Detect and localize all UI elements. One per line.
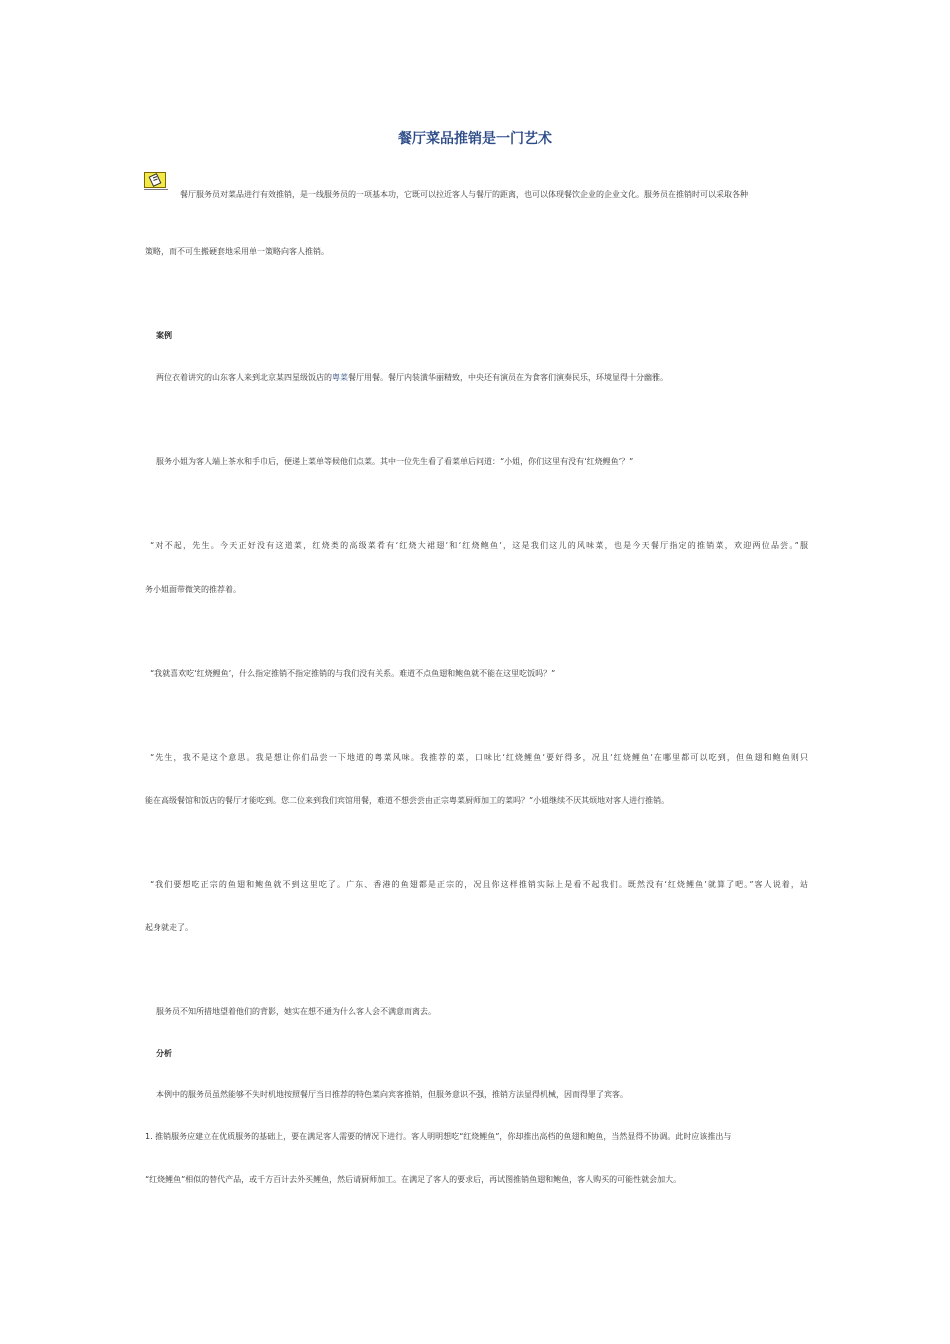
paragraph-2: 服务小姐为客人端上茶水和手巾后，便递上菜单等候他们点菜。其中一位先生看了看菜单后问道：“小姐，你们这里有没有‘红烧鲤鱼’？”	[156, 457, 634, 466]
analysis-heading: 分析	[156, 1049, 172, 1058]
paragraph-9-text: . 推销服务应建立在优质服务的基础上，要在满足客人需要的情况下进行。客人明明想吃“红烧鲤鱼”，你却推出高档的鱼翅和鲍鱼，当然显得不协调。此时应该推出与	[150, 1132, 732, 1141]
paragraph-7: 服务员不知所措地望着他们的背影，她实在想不通为什么客人会不满意而离去。	[156, 1007, 436, 1016]
paragraph-9-line-2: “红烧鲤鱼”相似的替代产品，或千方百计去外买鲤鱼，然后请厨师加工。在满足了客人的要求后，再试图推销鱼翅和鲍鱼，客人购买的可能性就会加大。	[145, 1175, 682, 1184]
paragraph-3-line-2: 务小姐面带微笑的推荐着。	[145, 585, 241, 594]
paragraph-3-line-1: “对不起，先生。今天正好没有这道菜，红烧类的高级菜肴有‘红烧大裙翅’和‘红烧鲍鱼’，这是我们这儿的风味菜，也是今天餐厅指定的推销菜，欢迎两位品尝。”服	[150, 541, 808, 550]
case-heading: 案例	[156, 331, 172, 340]
paragraph-9-line-1	[145, 1132, 808, 1142]
icon-underline	[144, 189, 168, 190]
paragraph-8: 本例中的服务员虽然能够不失时机地按照餐厅当日推荐的特色菜向宾客推销，但服务意识不强，推销方法显得机械，因而得罪了宾客。	[156, 1090, 628, 1099]
intro-line-1: 餐厅服务员对菜品进行有效推销，是一线服务员的一项基本功，它既可以拉近客人与餐厅的距离，也可以体现餐饮企业的企业文化。服务员在推销时可以采取各种	[180, 190, 748, 199]
paragraph-6-line-1: “我们要想吃正宗的鱼翅和鲍鱼就不到这里吃了。广东、香港的鱼翅都是正宗的，况且你这样推销实际上是看不起我们。既然没有‘红烧鲤鱼’就算了吧。”客人说着，站	[150, 880, 808, 889]
intro-line-2: 策略，而不可生搬硬套地采用单一策略向客人推销。	[145, 247, 329, 256]
paragraph-6-line-2: 起身就走了。	[145, 923, 193, 932]
paragraph-4: “我就喜欢吃‘红烧鲤鱼’，什么指定推销不指定推销的与我们没有关系。难道不点鱼翅和鲍鱼就不能在这里吃饭吗？”	[150, 669, 556, 678]
paragraph-1-text-end: 餐厅用餐。餐厅内装潢华丽精致，中央还有演员在为食客们演奏民乐，环境显得十分幽雅。	[348, 373, 668, 382]
page-title: 餐厅菜品推销是一门艺术	[398, 131, 552, 147]
list-number: 1	[145, 1132, 151, 1141]
document-icon	[144, 172, 166, 188]
paragraph-5-line-2: 能在高级餐馆和饭店的餐厅才能吃到。您二位来到我们宾馆用餐，难道不想尝尝由正宗粤菜厨师加工的菜吗？”小姐继续不厌其烦地对客人进行推销。	[145, 796, 670, 805]
paragraph-1-text: 两位衣着讲究的山东客人来到北京某四星级饭店的	[156, 373, 332, 382]
paragraph-5-line-1: “先生，我不是这个意思。我是想让你们品尝一下地道的粤菜风味。我推荐的菜，口味比‘红烧鲤鱼’要好得多，况且‘红烧鲤鱼’在哪里都可以吃到，但鱼翅和鲍鱼则只	[150, 753, 808, 762]
cuisine-link[interactable]: 粤菜	[332, 373, 348, 382]
paragraph-1	[156, 373, 821, 383]
